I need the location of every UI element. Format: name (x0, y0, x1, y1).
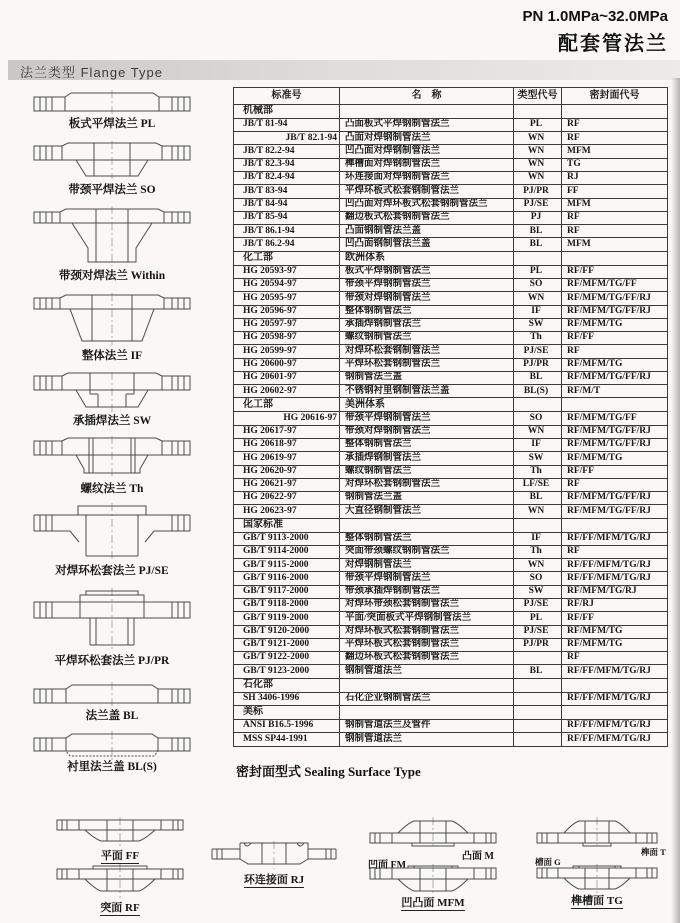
cell-seal-code: RF/FF/MFM/TG/RJ (562, 572, 668, 585)
cell-standard: GB/T 9120-2000 (234, 625, 340, 638)
pressure-range: PN 1.0MPa~32.0MPa (522, 8, 668, 25)
cell-seal-code: RF (562, 211, 668, 224)
cell-seal-code: FF (562, 185, 668, 198)
seal-diagram-tg (535, 864, 659, 893)
table-row (234, 358, 668, 371)
table-row (234, 545, 668, 558)
cell-seal-code: RF/MFM/TG (562, 318, 668, 331)
cell-standard: GB/T 9119-2000 (234, 612, 340, 625)
cell-seal-code (562, 398, 668, 412)
flange-diagram-bls (32, 731, 192, 761)
cell-standard: 石化部 (234, 678, 340, 692)
table-section-row (234, 705, 668, 719)
cell-type-code: WN (514, 172, 562, 185)
flange-diagram-so (32, 141, 192, 179)
cell-seal-code: RF/MFM/TG (562, 625, 668, 638)
cell-name: 翻边环板式松套钢制管法兰 (340, 652, 514, 665)
seal-label-t: 榫面 T (641, 847, 666, 857)
cell-standard: HG 20593-97 (234, 265, 340, 278)
cell-name (340, 518, 514, 532)
cell-type-code (514, 105, 562, 119)
flange-diagram-pl (32, 90, 192, 116)
cell-seal-code: RF (562, 132, 668, 145)
cell-type-code: PL (514, 265, 562, 278)
cell-type-code: SO (514, 572, 562, 585)
cell-standard: HG 20602-97 (234, 385, 340, 398)
cell-seal-code: RF/FF/MFM/TG/RJ (562, 532, 668, 545)
table-row (234, 572, 668, 585)
cell-seal-code: RF/M/T (562, 385, 668, 398)
cell-standard: JB/T 84-94 (234, 198, 340, 211)
cell-type-code (514, 398, 562, 412)
table-row (234, 238, 668, 251)
cell-type-code: WN (514, 132, 562, 145)
cell-standard: GB/T 9121-2000 (234, 638, 340, 651)
seal-label-rf-text: 突面 RF (100, 902, 140, 914)
cell-name: 对焊环板式松套钢制管法兰 (340, 625, 514, 638)
col-header-type-code: 类型代号 (514, 88, 562, 105)
flange-diagram-sw (32, 372, 192, 412)
cell-type-code: SO (514, 278, 562, 291)
seal-label-g: 槽面 G (535, 857, 561, 867)
cell-standard: HG 20600-97 (234, 358, 340, 371)
cell-type-code: WN (514, 145, 562, 158)
cell-name: 对焊环松套钢制管法兰 (340, 345, 514, 358)
cell-seal-code (562, 678, 668, 692)
cell-seal-code: RF/MFM/TG/FF/RJ (562, 505, 668, 518)
cell-seal-code: MFM (562, 145, 668, 158)
cell-type-code: WN (514, 505, 562, 518)
cell-standard: GB/T 9115-2000 (234, 559, 340, 572)
cell-type-code: SO (514, 412, 562, 425)
flange-label-sw: 承插焊法兰 SW (72, 415, 152, 427)
col-header-standard: 标准号 (234, 88, 340, 105)
cell-type-code: BL(S) (514, 385, 562, 398)
cell-type-code (514, 705, 562, 719)
cell-name: 带颈平焊钢制管法兰 (340, 412, 514, 425)
flange-label-th: 螺纹法兰 Th (80, 483, 144, 495)
table-row (234, 733, 668, 747)
cell-standard: JB/T 83-94 (234, 185, 340, 198)
cell-seal-code: RF/FF/MFM/TG/RJ (562, 692, 668, 705)
cell-type-code: PJ/PR (514, 185, 562, 198)
cell-standard: GB/T 9114-2000 (234, 545, 340, 558)
table-row (234, 505, 668, 518)
cell-type-code: PJ/PR (514, 638, 562, 651)
flange-label-if: 整体法兰 IF (81, 350, 143, 362)
cell-standard: HG 20594-97 (234, 278, 340, 291)
flange-label-bl: 法兰盖 BL (85, 710, 139, 722)
cell-type-code: WN (514, 559, 562, 572)
cell-seal-code: RF/FF/MFM/TG/RJ (562, 719, 668, 732)
table-row (234, 211, 668, 224)
cell-type-code: WN (514, 292, 562, 305)
table-row (234, 532, 668, 545)
table-row (234, 598, 668, 611)
table-row (234, 438, 668, 451)
cell-name: 整体钢制管法兰 (340, 305, 514, 318)
cell-standard: 机械部 (234, 105, 340, 119)
cell-name: 平焊环板式松套钢制管法兰 (340, 638, 514, 651)
cell-name: 钢制管法兰盖 (340, 492, 514, 505)
table-row (234, 625, 668, 638)
cell-name: 平面/突面板式平焊钢制管法兰 (340, 612, 514, 625)
cell-type-code: Th (514, 332, 562, 345)
table-section-row (234, 398, 668, 412)
cell-seal-code (562, 105, 668, 119)
cell-name: 整体钢制管法兰 (340, 532, 514, 545)
table-row (234, 492, 668, 505)
cell-name: 螺纹钢制管法兰 (340, 465, 514, 478)
seal-label-tg (535, 892, 659, 908)
flange-label-bls: 衬里法兰盖 BL(S) (67, 761, 157, 773)
cell-seal-code (562, 251, 668, 265)
cell-name: 凸面板式平焊钢制管法兰 (340, 118, 514, 131)
table-row (234, 478, 668, 491)
cell-seal-code: RF/MFM/TG (562, 452, 668, 465)
cell-standard: GB/T 9118-2000 (234, 598, 340, 611)
flange-diagram-pjpr (32, 588, 192, 650)
cell-name: 带颈对焊钢制管法兰 (340, 425, 514, 438)
cell-name: 承插焊钢制管法兰 (340, 452, 514, 465)
standards-table (233, 87, 668, 747)
seal-label-rj (210, 871, 338, 887)
cell-name: 美洲体系 (340, 398, 514, 412)
cell-standard: 化工部 (234, 398, 340, 412)
cell-name: 钢制管道法兰及管件 (340, 719, 514, 732)
sealing-section-title: 密封面型式 Sealing Surface Type (236, 764, 421, 779)
table-row (234, 145, 668, 158)
cell-standard: GB/T 9123-2000 (234, 665, 340, 678)
cell-seal-code: RF/MFM/TG (562, 638, 668, 651)
cell-name: 平焊环板式松套钢制管法兰 (340, 185, 514, 198)
flange-diagram-bl (32, 682, 192, 708)
cell-standard: JB/T 82.3-94 (234, 158, 340, 171)
cell-type-code (514, 692, 562, 705)
table-row (234, 305, 668, 318)
cell-name: 整体钢制管法兰 (340, 438, 514, 451)
cell-type-code (514, 652, 562, 665)
cell-type-code (514, 518, 562, 532)
cell-type-code: IF (514, 438, 562, 451)
cell-standard: GB/T 9116-2000 (234, 572, 340, 585)
cell-seal-code: RF/MFM/TG/FF/RJ (562, 425, 668, 438)
table-row (234, 612, 668, 625)
seal-label-m: 凸面 M (462, 851, 494, 862)
table-row (234, 692, 668, 705)
cell-seal-code: RF/MFM/TG/FF/RJ (562, 371, 668, 384)
cell-name: 带颈承插焊钢制管法兰 (340, 585, 514, 598)
cell-standard: HG 20623-97 (234, 505, 340, 518)
cell-name: 螺纹钢制管法兰 (340, 332, 514, 345)
cell-seal-code: TG (562, 158, 668, 171)
cell-type-code (514, 719, 562, 732)
cell-name: 不锈钢衬里钢制管法兰盖 (340, 385, 514, 398)
cell-standard: HG 20616-97 (234, 412, 340, 425)
seal-diagram-t (535, 817, 659, 848)
scan-edge-shadow (671, 78, 680, 923)
flange-diagram-wn (32, 206, 192, 266)
cell-seal-code: RF/MFM/TG/FF/RJ (562, 292, 668, 305)
flange-type-section-bar (8, 60, 680, 80)
seal-diagram-ff (55, 817, 185, 846)
table-row (234, 158, 668, 171)
cell-standard: HG 20598-97 (234, 332, 340, 345)
cell-standard: HG 20622-97 (234, 492, 340, 505)
cell-type-code: PJ/SE (514, 198, 562, 211)
cell-name (340, 105, 514, 119)
cell-name: 突面带颈螺纹钢制管法兰 (340, 545, 514, 558)
cell-type-code: BL (514, 225, 562, 238)
table-section-row (234, 105, 668, 119)
cell-standard: HG 20619-97 (234, 452, 340, 465)
cell-seal-code: RF/FF/MFM/TG/RJ (562, 665, 668, 678)
table-row (234, 172, 668, 185)
cell-name (340, 705, 514, 719)
cell-seal-code: RF (562, 118, 668, 131)
table-row (234, 412, 668, 425)
table-row (234, 198, 668, 211)
flange-label-so: 带颈平焊法兰 SO (68, 184, 156, 196)
standards-table-wrap (233, 87, 668, 747)
cell-standard: ANSI B16.5-1996 (234, 719, 340, 732)
table-section-row (234, 678, 668, 692)
table-row (234, 318, 668, 331)
cell-standard: HG 20599-97 (234, 345, 340, 358)
cell-name: 翻边板式松套钢制管法兰 (340, 211, 514, 224)
cell-name: 带颈平焊钢制管法兰 (340, 278, 514, 291)
cell-type-code (514, 251, 562, 265)
col-header-seal-code: 密封面代号 (562, 88, 668, 105)
flange-type-section-title: 法兰类型 Flange Type (20, 65, 163, 80)
cell-seal-code: RF/MFM/TG (562, 358, 668, 371)
cell-type-code: BL (514, 665, 562, 678)
flange-diagram-if (32, 293, 192, 345)
flange-label-pl: 板式平焊法兰 PL (68, 118, 156, 130)
seal-diagram-mfm (368, 864, 498, 895)
seal-label-tg-text: 榫槽面 TG (571, 895, 623, 907)
cell-seal-code: RF/MFM/TG/FF/RJ (562, 438, 668, 451)
cell-name: 环连接面对焊钢制管法兰 (340, 172, 514, 185)
cell-type-code: WN (514, 425, 562, 438)
cell-standard: JB/T 86.1-94 (234, 225, 340, 238)
cell-name: 钢制管道法兰 (340, 733, 514, 747)
cell-standard: GB/T 9117-2000 (234, 585, 340, 598)
table-row (234, 585, 668, 598)
cell-standard: JB/T 82.4-94 (234, 172, 340, 185)
cell-seal-code: RF/FF/MFM/TG/RJ (562, 559, 668, 572)
table-row (234, 345, 668, 358)
col-header-name: 名 称 (340, 88, 514, 105)
cell-type-code: LF/SE (514, 478, 562, 491)
cell-type-code: SW (514, 585, 562, 598)
table-row (234, 452, 668, 465)
cell-name: 凸面对焊钢制管法兰 (340, 132, 514, 145)
cell-seal-code (562, 518, 668, 532)
cell-standard: 化工部 (234, 251, 340, 265)
flange-diagram-th (32, 436, 192, 478)
cell-standard: GB/T 9122-2000 (234, 652, 340, 665)
cell-seal-code: RF/FF/MFM/TG/RJ (562, 733, 668, 747)
cell-standard: 国家标准 (234, 518, 340, 532)
table-row (234, 185, 668, 198)
cell-seal-code: RF (562, 545, 668, 558)
cell-type-code: PL (514, 118, 562, 131)
cell-seal-code: RF/FF (562, 465, 668, 478)
cell-name: 带颈平焊钢制管法兰 (340, 572, 514, 585)
cell-type-code: PL (514, 612, 562, 625)
cell-name: 凹凸面对焊环板式松套钢制管法兰 (340, 198, 514, 211)
cell-type-code (514, 733, 562, 747)
cell-standard: HG 20597-97 (234, 318, 340, 331)
cell-standard: JB/T 86.2-94 (234, 238, 340, 251)
table-row (234, 719, 668, 732)
cell-type-code: BL (514, 492, 562, 505)
seal-diagram-m (368, 817, 498, 848)
flange-label-wn: 带颈对焊法兰 Within (58, 270, 166, 282)
cell-standard: HG 20621-97 (234, 478, 340, 491)
cell-name: 对焊环带颈松套钢制管法兰 (340, 598, 514, 611)
cell-seal-code: RF/MFM/TG/FF (562, 412, 668, 425)
seal-label-rf (55, 899, 185, 915)
seal-label-mfm (368, 894, 498, 910)
cell-type-code (514, 678, 562, 692)
cell-standard: JB/T 82.1-94 (234, 132, 340, 145)
cell-name: 钢制管法兰盖 (340, 371, 514, 384)
cell-type-code: Th (514, 545, 562, 558)
cell-type-code: SW (514, 318, 562, 331)
flange-label-pjpr: 平焊环松套法兰 PJ/PR (54, 655, 170, 667)
cell-standard: GB/T 9113-2000 (234, 532, 340, 545)
seal-label-ff (55, 847, 185, 863)
seal-label-ff-text: 平面 FF (100, 850, 140, 862)
page-title: 配套管法兰 (558, 33, 668, 55)
cell-standard: HG 20620-97 (234, 465, 340, 478)
cell-seal-code: RF/FF (562, 612, 668, 625)
cell-name: 欧洲体系 (340, 251, 514, 265)
cell-seal-code: RF/MFM/TG/FF/RJ (562, 305, 668, 318)
table-header-row (234, 88, 668, 105)
table-row (234, 265, 668, 278)
cell-standard: JB/T 82.2-94 (234, 145, 340, 158)
cell-type-code: SW (514, 452, 562, 465)
table-row (234, 652, 668, 665)
cell-standard: JB/T 85-94 (234, 211, 340, 224)
cell-name: 对焊环松套钢制管法兰 (340, 478, 514, 491)
table-row (234, 278, 668, 291)
cell-name: 榫槽面对焊钢制管法兰 (340, 158, 514, 171)
cell-seal-code: RF/FF (562, 332, 668, 345)
cell-type-code: IF (514, 305, 562, 318)
cell-seal-code: RF/RJ (562, 598, 668, 611)
cell-seal-code: MFM (562, 238, 668, 251)
cell-seal-code: RF/MFM/TG/FF (562, 278, 668, 291)
table-row (234, 332, 668, 345)
cell-type-code: Th (514, 465, 562, 478)
seal-label-fm: 凹面 FM (368, 860, 407, 871)
cell-standard: HG 20617-97 (234, 425, 340, 438)
cell-name (340, 678, 514, 692)
cell-seal-code: RF/MFM/TG/RJ (562, 585, 668, 598)
seal-label-mfm-text: 凹凸面 MFM (401, 897, 465, 909)
seal-diagram-rf (55, 864, 185, 898)
cell-seal-code: RF (562, 225, 668, 238)
cell-name: 凸面钢制管法兰盖 (340, 225, 514, 238)
cell-type-code: PJ/SE (514, 345, 562, 358)
cell-type-code: BL (514, 371, 562, 384)
cell-type-code: IF (514, 532, 562, 545)
cell-seal-code: RF (562, 652, 668, 665)
cell-seal-code: RF/MFM/TG/FF/RJ (562, 492, 668, 505)
cell-name: 承插焊钢制管法兰 (340, 318, 514, 331)
cell-seal-code: RF (562, 345, 668, 358)
cell-seal-code (562, 705, 668, 719)
table-row (234, 559, 668, 572)
cell-name: 带颈对焊钢制管法兰 (340, 292, 514, 305)
cell-name: 平焊环松套钢制管法兰 (340, 358, 514, 371)
flange-label-pjse: 对焊环松套法兰 PJ/SE (55, 565, 169, 577)
cell-type-code: PJ/SE (514, 625, 562, 638)
cell-seal-code: RJ (562, 172, 668, 185)
table-row (234, 371, 668, 384)
table-row (234, 425, 668, 438)
seal-label-rj-text: 环连接面 RJ (243, 874, 305, 886)
cell-type-code: PJ (514, 211, 562, 224)
cell-name: 石化企业钢制管法兰 (340, 692, 514, 705)
cell-standard: JB/T 81-94 (234, 118, 340, 131)
cell-name: 钢制管道法兰 (340, 665, 514, 678)
cell-name: 凹凸面对焊钢制管法兰 (340, 145, 514, 158)
cell-seal-code: MFM (562, 198, 668, 211)
table-row (234, 385, 668, 398)
cell-seal-code: RF (562, 478, 668, 491)
flange-diagram-pjse (32, 503, 192, 561)
table-row (234, 665, 668, 678)
cell-name: 板式平焊钢制管法兰 (340, 265, 514, 278)
cell-type-code: PJ/PR (514, 358, 562, 371)
cell-standard: SH 3406-1996 (234, 692, 340, 705)
table-row (234, 118, 668, 131)
cell-seal-code: RF/FF (562, 265, 668, 278)
table-section-row (234, 251, 668, 265)
seal-diagram-rj (210, 841, 338, 869)
cell-type-code: WN (514, 158, 562, 171)
table-row (234, 292, 668, 305)
table-row (234, 132, 668, 145)
cell-name: 大直径钢制管法兰 (340, 505, 514, 518)
cell-standard: HG 20596-97 (234, 305, 340, 318)
table-row (234, 465, 668, 478)
cell-type-code: BL (514, 238, 562, 251)
cell-standard: HG 20601-97 (234, 371, 340, 384)
cell-name: 凹凸面钢制管法兰盖 (340, 238, 514, 251)
cell-standard: MSS SP44-1991 (234, 733, 340, 747)
cell-standard: HG 20618-97 (234, 438, 340, 451)
cell-standard: 美标 (234, 705, 340, 719)
table-section-row (234, 518, 668, 532)
table-row (234, 225, 668, 238)
table-row (234, 638, 668, 651)
cell-standard: HG 20595-97 (234, 292, 340, 305)
cell-type-code: PJ/SE (514, 598, 562, 611)
cell-name: 对焊钢制管法兰 (340, 559, 514, 572)
